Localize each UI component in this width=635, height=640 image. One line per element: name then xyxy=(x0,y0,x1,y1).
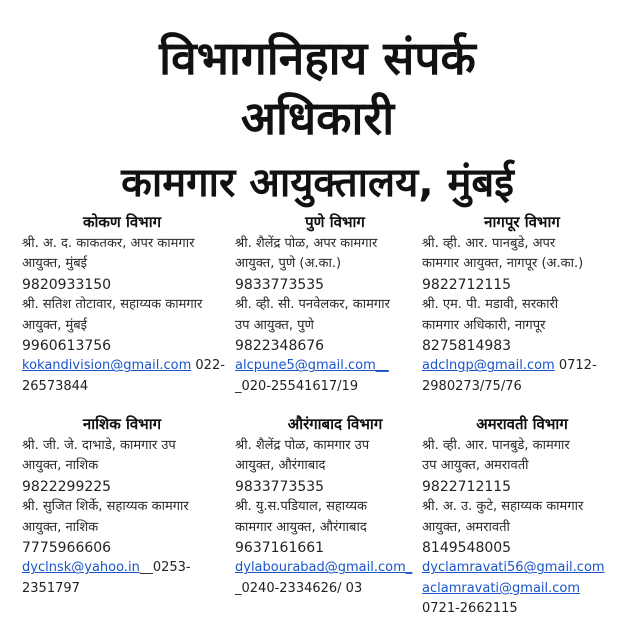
office-phone-prefix: 0712- xyxy=(554,358,597,374)
email-row-secondary xyxy=(422,579,622,599)
officer-line: आयुक्त, नाशिक xyxy=(22,458,99,474)
officer-phone: 9637161661 xyxy=(235,540,325,557)
officer-phone: 9833773535 xyxy=(235,276,325,293)
division-heading: नाशिक विभाग xyxy=(82,415,162,433)
officer-phone: 9960613756 xyxy=(22,338,112,355)
officer-phone: 9822299225 xyxy=(22,478,112,495)
email-row xyxy=(235,356,435,376)
officer-line: श्री. अ. उ. कुटे, सहाय्यक कामगार xyxy=(422,499,584,515)
email-link[interactable]: alcpune5@gmail.com__ xyxy=(235,358,389,374)
officer-line: आयुक्त, मुंबई xyxy=(22,256,88,272)
officer-line: उप आयुक्त, पुणे xyxy=(235,317,314,333)
email-row xyxy=(22,356,225,376)
office-phone: _020-25541617/19 xyxy=(235,378,359,394)
officer-line: श्री. जी. जे. दाभाडे, कामगार उप xyxy=(22,438,176,453)
officer-line: श्री. व्ही. आर. पानबुडे, कामगार xyxy=(422,438,570,453)
page-title-line2: अधिकारी xyxy=(240,91,395,145)
email-link[interactable]: dyclnsk@yahoo.in xyxy=(22,560,140,576)
email-row xyxy=(235,558,435,578)
email-link-secondary[interactable]: aclamravati@gmail.com xyxy=(422,580,581,596)
email-row xyxy=(422,558,622,578)
officer-phone: 9822348676 xyxy=(235,338,325,355)
division-pune xyxy=(235,212,435,397)
email-row xyxy=(422,356,622,376)
officer-phone: 9820933150 xyxy=(22,276,112,293)
officer-line: श्री. अ. द. काकतकर, अपर कामगार xyxy=(22,236,195,251)
officer-phone: 8149548005 xyxy=(422,540,512,557)
office-phone-prefix: 022- xyxy=(191,358,225,374)
officer-phone: 9822712115 xyxy=(422,276,512,293)
officer-phone: 8275814983 xyxy=(422,338,512,355)
officer-line: उप आयुक्त, अमरावती xyxy=(422,458,529,474)
officer-line: श्री. व्ही. सी. पनवेलकर, कामगार xyxy=(235,297,390,313)
division-nagpur xyxy=(422,212,622,397)
division-heading: कोकण विभाग xyxy=(82,213,162,231)
officer-line: श्री. शैलेंद्र पोळ, अपर कामगार xyxy=(235,236,378,251)
officer-line: कामगार आयुक्त, औरंगाबाद xyxy=(235,519,367,535)
officer-line: आयुक्त, नाशिक xyxy=(22,519,99,535)
officer-phone: 9822712115 xyxy=(422,478,512,495)
officer-line: श्री. व्ही. आर. पानबुडे, अपर xyxy=(422,236,556,251)
page-title-line1: विभागनिहाय संपर्क xyxy=(159,31,476,85)
division-konkan xyxy=(22,212,225,397)
officer-phone: 7775966606 xyxy=(22,540,112,557)
division-aurangabad xyxy=(235,414,435,599)
division-heading: औरंगाबाद विभाग xyxy=(287,415,383,433)
officer-line: आयुक्त, मुंबई xyxy=(22,317,88,333)
page-subtitle: कामगार आयुक्तालय, मुंबई xyxy=(121,160,514,206)
office-phone-prefix: __0253- xyxy=(139,560,191,576)
office-phone: _0240-2334626/ 03 xyxy=(235,580,363,596)
officer-line: आयुक्त, औरंगाबाद xyxy=(235,458,326,474)
officer-line: आयुक्त, अमरावती xyxy=(422,519,510,535)
officer-line: कामगार आयुक्त, नागपूर (अ.का.) xyxy=(422,256,584,272)
email-link[interactable]: adclngp@gmail.com xyxy=(422,358,555,374)
office-phone: 2980273/75/76 xyxy=(422,378,522,394)
officer-line: कामगार अधिकारी, नागपूर xyxy=(422,317,546,333)
email-row xyxy=(22,558,222,578)
officer-line: आयुक्त, पुणे (अ.का.) xyxy=(235,256,342,272)
office-phone: 0721-2662115 xyxy=(422,601,518,617)
office-phone: 2351797 xyxy=(22,580,80,596)
division-nashik xyxy=(22,414,222,599)
officer-line: श्री. यु.स.पडियाल, सहाय्यक xyxy=(235,499,367,515)
division-heading: पुणे विभाग xyxy=(305,213,365,231)
officer-line: श्री. सतिश तोटावार, सहाय्यक कामगार xyxy=(22,297,203,313)
officer-phone: 9833773535 xyxy=(235,478,325,495)
division-amravati xyxy=(422,414,622,620)
officer-line: श्री. शैलेंद्र पोळ, कामगार उप xyxy=(235,438,370,453)
office-phone: 26573844 xyxy=(22,378,89,394)
officer-line: श्री. एम. पी. मडावी, सरकारी xyxy=(422,297,559,313)
officer-line: श्री. सुजित शिर्के, सहाय्यक कामगार xyxy=(22,499,189,515)
division-heading: नागपूर विभाग xyxy=(484,213,560,231)
email-link[interactable]: dyclamravati56@gmail.com xyxy=(422,560,605,576)
email-link[interactable]: kokandivision@gmail.com xyxy=(22,358,192,374)
division-heading: अमरावती विभाग xyxy=(476,415,568,433)
email-link[interactable]: dylabourabad@gmail.com_ xyxy=(235,560,413,576)
